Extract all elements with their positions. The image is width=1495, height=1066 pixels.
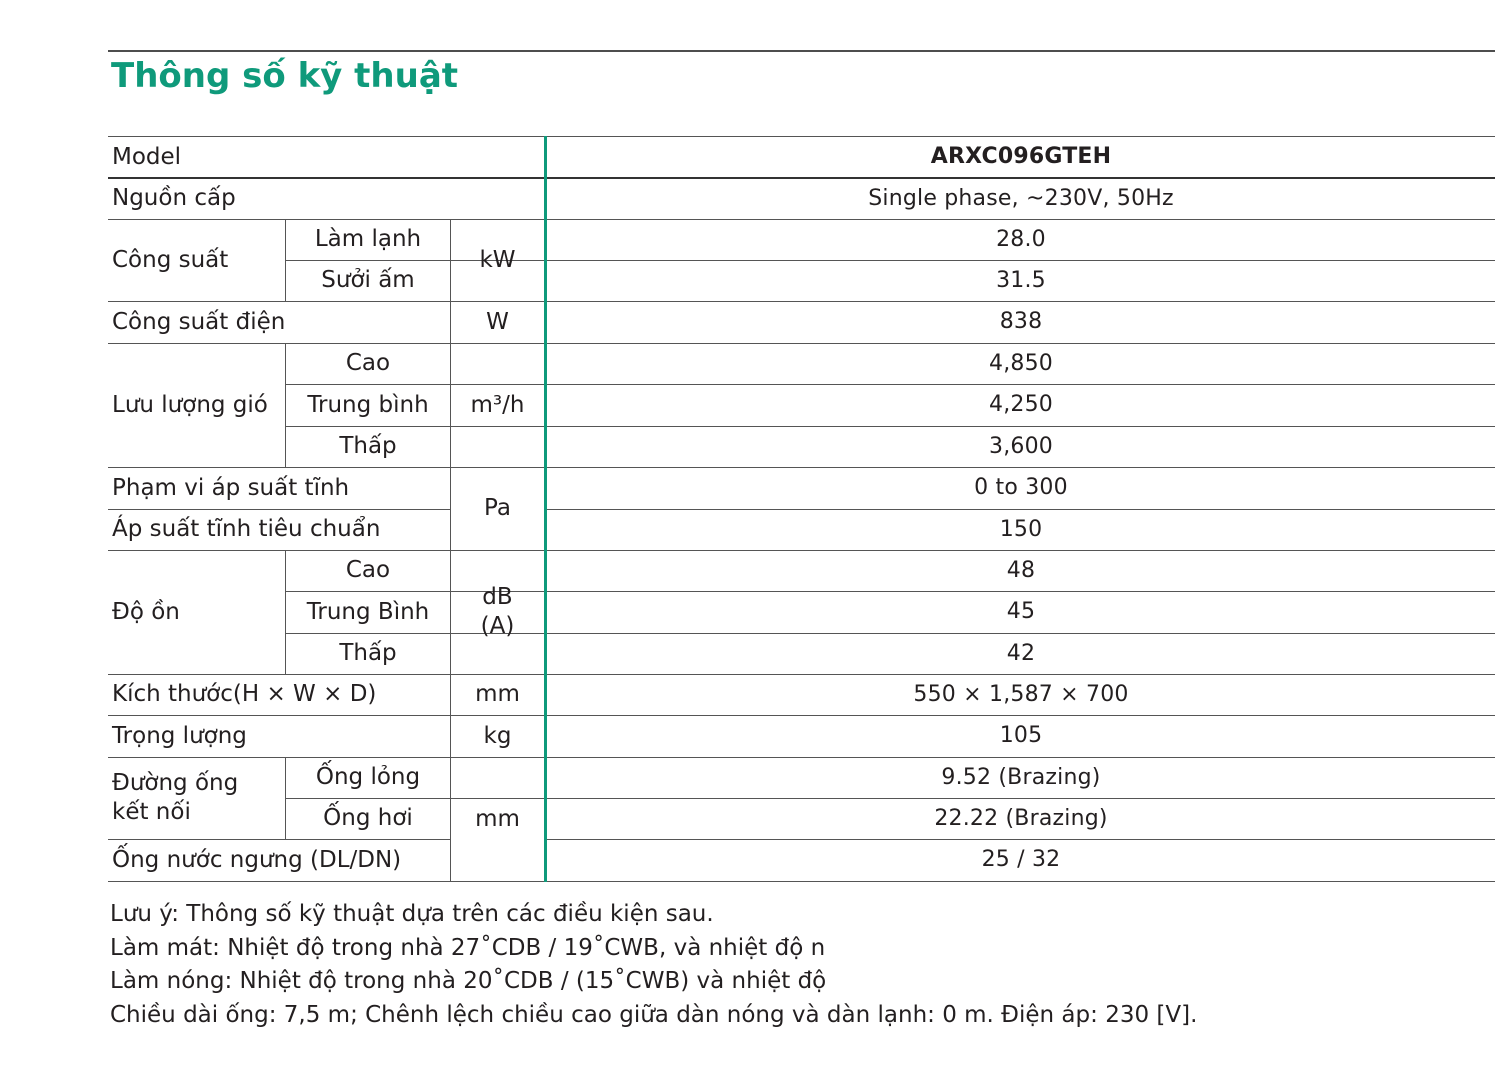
piping-gas-value: 22.22 (Brazing) — [934, 805, 1108, 831]
power-supply-value: Single phase, ~230V, 50Hz — [868, 185, 1174, 211]
static-pressure-range-label: Phạm vi áp suất tĩnh — [112, 474, 350, 501]
capacity-unit: kW — [479, 246, 516, 273]
airflow-medium-value: 4,250 — [989, 392, 1053, 418]
noise-medium-label: Trung Bình — [306, 598, 430, 625]
noise-high-label: Cao — [345, 557, 391, 584]
noise-label: Độ ồn — [112, 598, 180, 625]
power-supply-label: Nguồn cấp — [112, 185, 236, 212]
piping-label — [108, 757, 285, 839]
noise-medium-value: 45 — [1006, 599, 1036, 625]
piping-unit: mm — [475, 805, 520, 832]
piping-liquid-value: 9.52 (Brazing) — [941, 764, 1101, 790]
weight-value: 105 — [999, 723, 1043, 749]
drain-label: Ống nước ngưng (DL/DN) — [112, 846, 402, 873]
airflow-unit: m³/h — [470, 391, 525, 418]
notes — [110, 898, 1490, 1032]
top-rule — [108, 50, 1495, 52]
piping-label-line1: Đường ống — [112, 770, 239, 797]
dimensions-label: Kích thước(H × W × D) — [112, 681, 377, 708]
power-input-label: Công suất điện — [112, 308, 286, 335]
drain-value: 25 / 32 — [981, 847, 1061, 873]
airflow-label: Lưu lượng gió — [112, 391, 268, 418]
piping-gas-label: Ống hơi — [323, 805, 413, 832]
table-bottom-rule — [108, 881, 1495, 882]
static-pressure-range-value: 0 to 300 — [974, 475, 1068, 501]
spec-table — [108, 136, 1495, 882]
dimensions-value: 550 × 1,587 × 700 — [913, 681, 1129, 707]
capacity-heating-label: Sưởi ấm — [321, 267, 415, 294]
static-pressure-unit: Pa — [484, 495, 511, 522]
noise-high-value: 48 — [1006, 557, 1036, 583]
airflow-medium-label: Trung bình — [307, 391, 429, 418]
page-title: Thông số kỹ thuật — [111, 56, 459, 96]
capacity-cooling-label: Làm lạnh — [314, 226, 422, 253]
model-label: Model — [112, 143, 182, 170]
static-pressure-standard-value: 150 — [999, 516, 1043, 542]
airflow-high-label: Cao — [345, 350, 391, 377]
static-pressure-standard-label: Áp suất tĩnh tiêu chuẩn — [112, 516, 381, 543]
note-line: Làm nóng: Nhiệt độ trong nhà 20˚CDB / (15˚CWB) và nhiệt độ — [110, 968, 827, 994]
model-value: ARXC096GTEH — [930, 144, 1112, 170]
note-line: Lưu ý: Thông số kỹ thuật dựa trên các điều kiện sau. — [110, 901, 714, 927]
airflow-high-value: 4,850 — [989, 350, 1053, 376]
noise-unit — [451, 550, 544, 674]
capacity-heating-value: 31.5 — [996, 267, 1046, 293]
note-line: Làm mát: Nhiệt độ trong nhà 27˚CDB / 19˚CWB, và nhiệt độ n — [110, 934, 826, 961]
piping-liquid-label: Ống lỏng — [315, 764, 421, 791]
power-input-value: 838 — [999, 309, 1043, 335]
power-input-unit: W — [486, 308, 509, 335]
capacity-cooling-value: 28.0 — [996, 226, 1046, 252]
dimensions-unit: mm — [475, 681, 520, 708]
piping-label-line2: kết nối — [112, 799, 191, 825]
weight-label: Trọng lượng — [112, 722, 247, 749]
weight-unit: kg — [483, 722, 512, 749]
noise-low-value: 42 — [1006, 640, 1036, 666]
noise-low-label: Thấp — [339, 640, 397, 667]
airflow-low-value: 3,600 — [989, 433, 1053, 459]
capacity-label: Công suất — [112, 246, 229, 273]
noise-unit-line1: dB — [482, 584, 513, 611]
noise-unit-line2: (A) — [480, 613, 515, 639]
note-line: Chiều dài ống: 7,5 m; Chênh lệch chiều cao giữa dàn nóng và dàn lạnh: 0 m. Điện áp: 230 [V]. — [110, 1001, 1198, 1028]
airflow-low-label: Thấp — [339, 433, 397, 460]
